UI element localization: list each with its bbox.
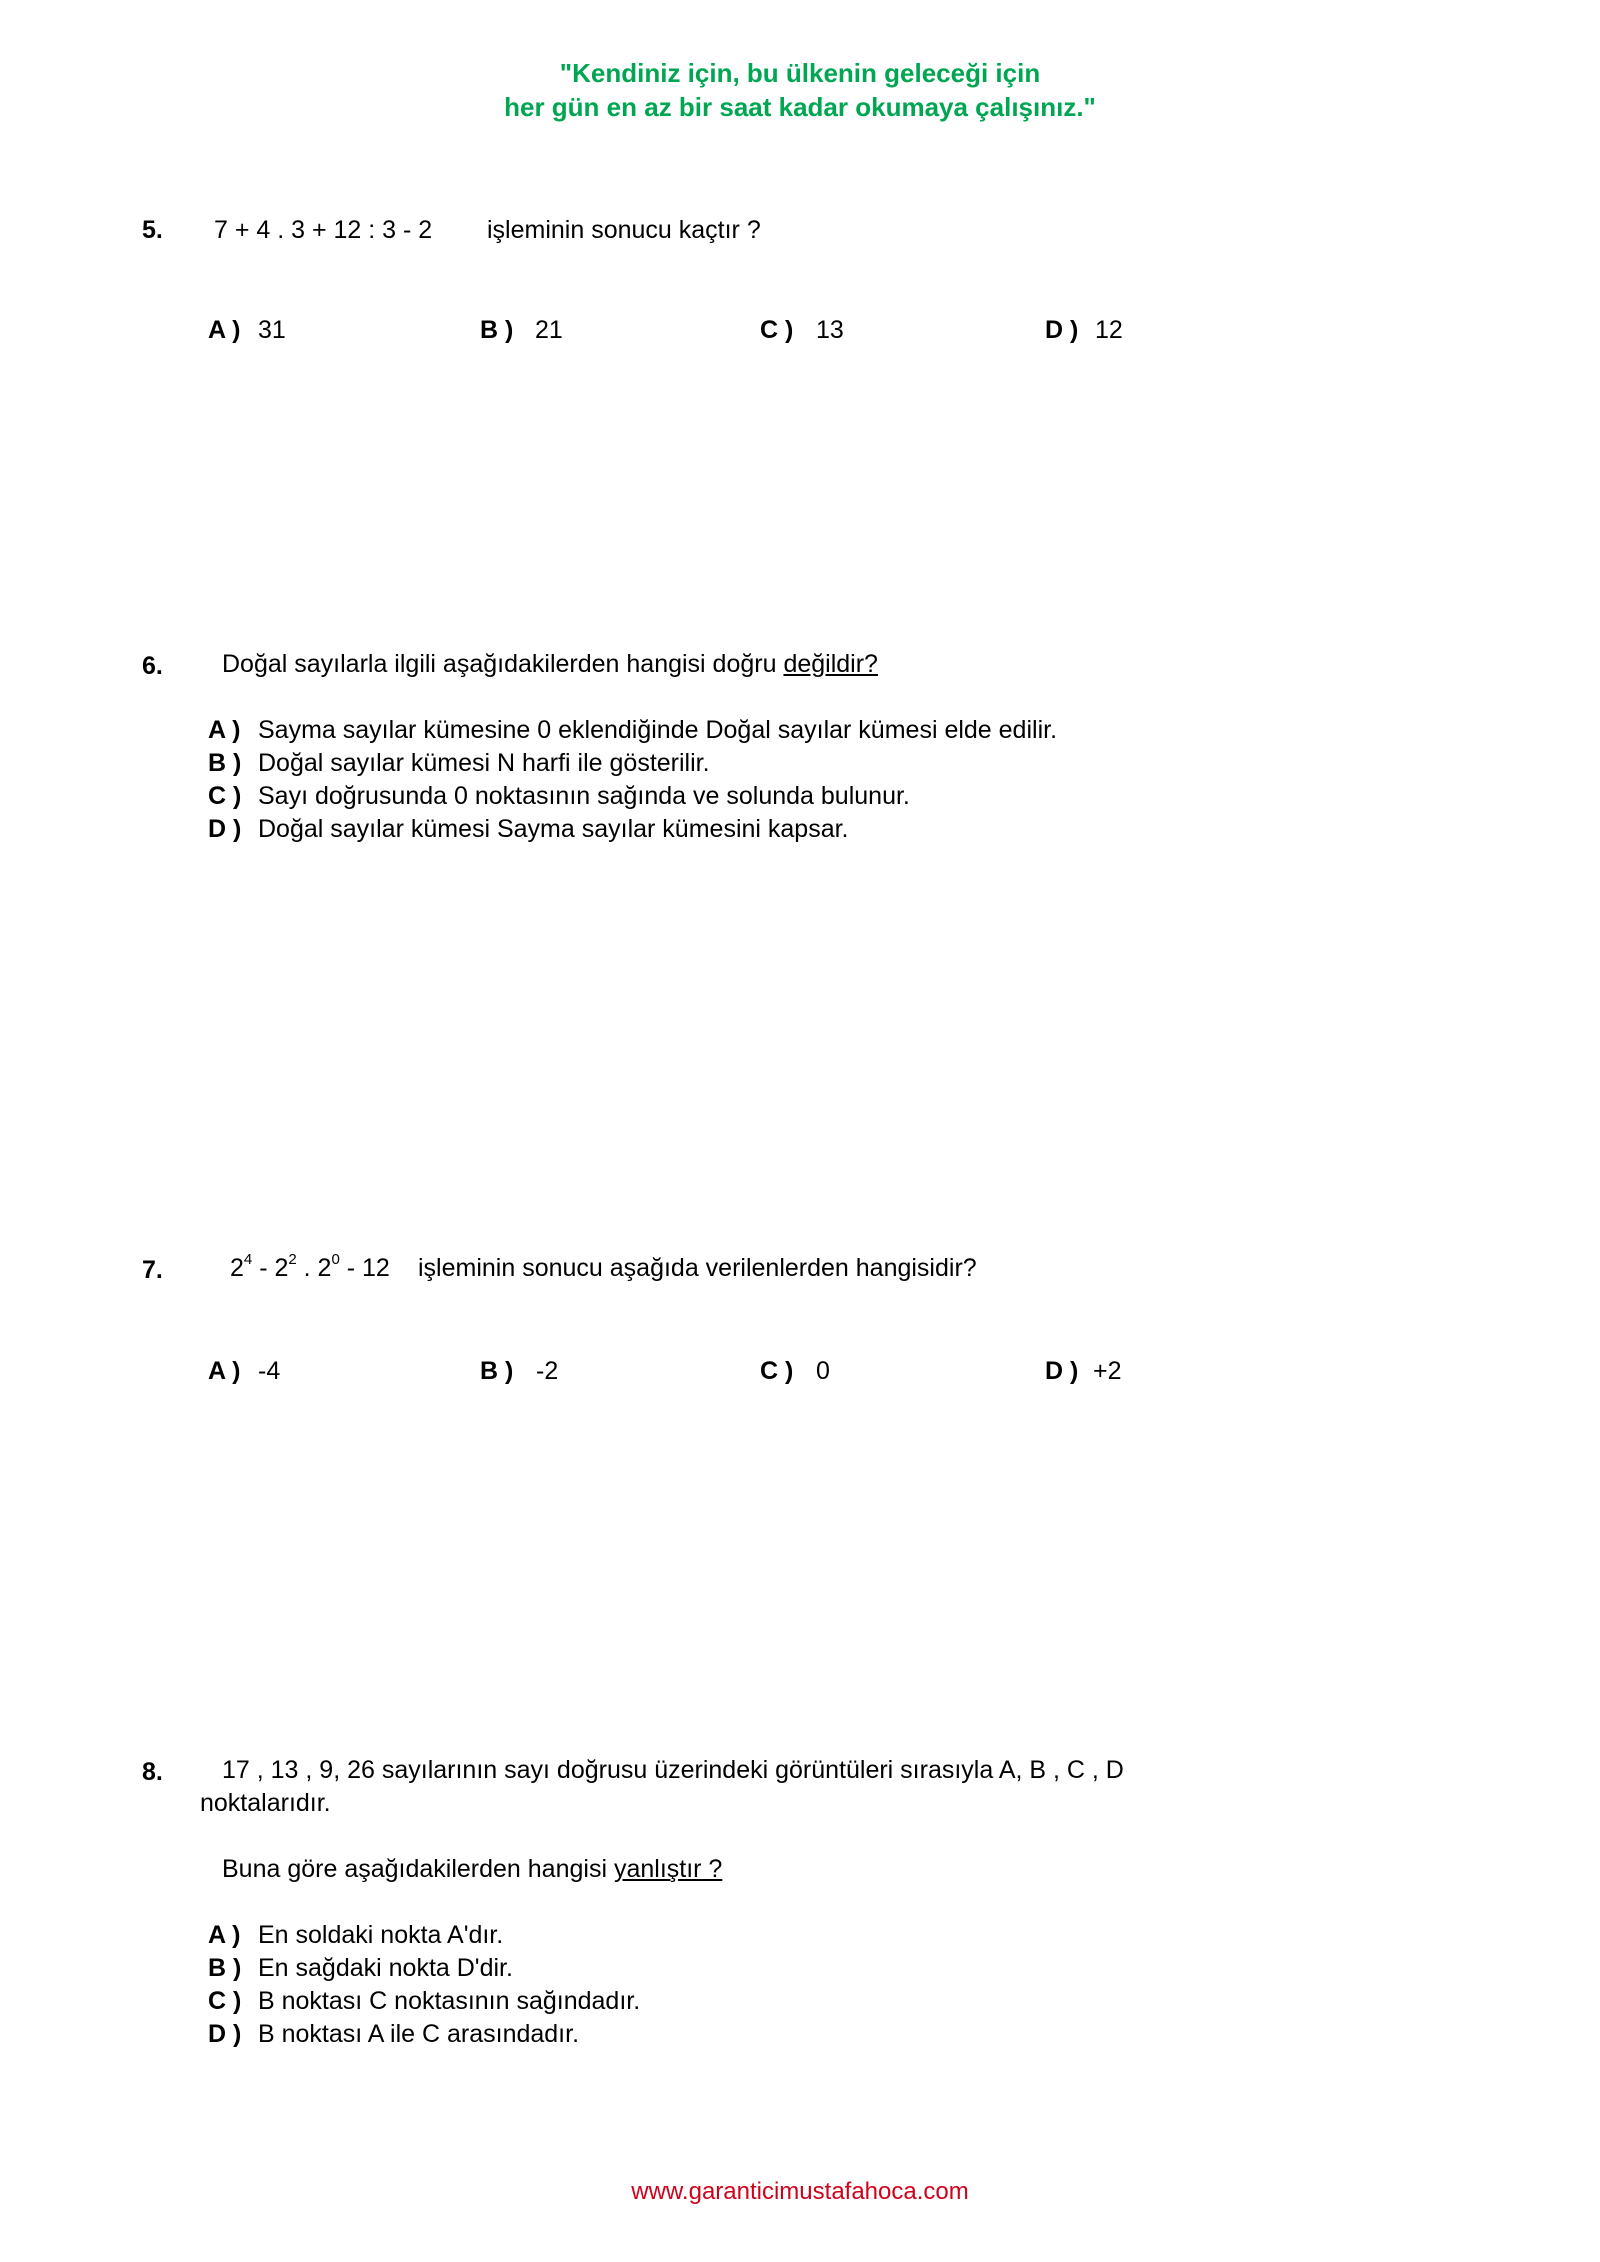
- option-a[interactable]: [208, 1357, 280, 1386]
- option-text: Sayma sayılar kümesine 0 eklendiğinde Doğal sayılar kümesi elde edilir.: [258, 716, 1058, 744]
- option-label: C ): [208, 782, 242, 810]
- option-text: En sağdaki nokta D'dir.: [258, 1954, 513, 1982]
- option-c[interactable]: [208, 782, 910, 811]
- expression-part: - 12: [339, 1254, 390, 1282]
- option-label: A ): [208, 1357, 241, 1385]
- option-d[interactable]: [208, 2020, 579, 2049]
- option-text: -4: [258, 1357, 281, 1385]
- question-expression: 7 + 4 . 3 + 12 : 3 - 2: [214, 216, 433, 244]
- option-label: A ): [208, 1921, 241, 1949]
- option-c[interactable]: [208, 1987, 640, 2016]
- option-label: B ): [480, 316, 514, 344]
- motto-line-1: "Kendiniz için, bu ülkenin geleceği için: [559, 58, 1041, 88]
- question-text: işleminin sonucu kaçtır ?: [487, 216, 761, 244]
- option-c[interactable]: [760, 316, 844, 345]
- expression-exponent: 2: [288, 1251, 297, 1268]
- question-number: 7.: [142, 1256, 163, 1284]
- option-text: B noktası A ile C arasındadır.: [258, 2020, 580, 2048]
- footer-url[interactable]: www.garanticimustafahoca.com: [631, 2178, 969, 2205]
- option-label: D ): [208, 815, 242, 843]
- option-text: Sayı doğrusunda 0 noktasının sağında ve solunda bulunur.: [258, 782, 910, 810]
- option-text: 12: [1095, 316, 1123, 344]
- option-label: D ): [1045, 316, 1079, 344]
- expression-part: . 2: [296, 1254, 332, 1282]
- option-label: C ): [760, 1357, 794, 1385]
- option-label: B ): [208, 1954, 242, 1982]
- option-b[interactable]: [480, 316, 563, 345]
- option-label: D ): [1045, 1357, 1079, 1385]
- option-text: 21: [535, 316, 563, 344]
- option-text: 31: [258, 316, 286, 344]
- question-text: [222, 650, 878, 679]
- option-d[interactable]: [208, 815, 849, 844]
- question-text-main: Doğal sayılarla ilgili aşağıdakilerden hangisi doğru: [222, 650, 784, 678]
- question-number: 8.: [142, 1758, 163, 1786]
- option-text: 13: [816, 316, 844, 344]
- option-label: A ): [208, 316, 241, 344]
- option-b[interactable]: [208, 749, 710, 778]
- option-text: Doğal sayılar kümesi N harfi ile gösterilir.: [258, 749, 710, 777]
- question-stem-line-2: noktalarıdır.: [200, 1789, 331, 1817]
- motto-line-2: her gün en az bir saat kadar okumaya çalışınız.": [504, 92, 1096, 122]
- option-d[interactable]: [1045, 1357, 1122, 1386]
- option-a[interactable]: [208, 316, 286, 345]
- question-text-underlined: değildir?: [783, 650, 878, 678]
- expression-exponent: 0: [331, 1251, 340, 1268]
- question-number: 6.: [142, 652, 163, 680]
- question-text-underlined: yanlıştır ?: [613, 1855, 723, 1883]
- option-text: +2: [1093, 1357, 1122, 1385]
- option-text: En soldaki nokta A'dır.: [258, 1921, 504, 1949]
- question-text: [222, 1855, 722, 1884]
- expression-exponent: 4: [243, 1251, 253, 1268]
- option-a[interactable]: [208, 1921, 503, 1950]
- question-text: işleminin sonucu aşağıda verilenlerden hangisidir?: [418, 1254, 977, 1282]
- option-d[interactable]: [1045, 316, 1123, 345]
- question-number: 5.: [142, 216, 163, 244]
- option-b[interactable]: [480, 1357, 558, 1386]
- option-label: B ): [480, 1357, 514, 1385]
- option-text: -2: [536, 1357, 559, 1385]
- option-label: D ): [208, 2020, 242, 2048]
- motto-header: [0, 56, 1600, 124]
- option-text: B noktası C noktasının sağındadır.: [258, 1987, 641, 2015]
- option-text: Doğal sayılar kümesi Sayma sayılar kümesini kapsar.: [258, 815, 849, 843]
- question-stem-line-1: 17 , 13 , 9, 26 sayılarının sayı doğrusu üzerindeki görüntüleri sırasıyla A, B , C , D: [222, 1756, 1124, 1784]
- option-b[interactable]: [208, 1954, 513, 1983]
- option-a[interactable]: [208, 716, 1057, 745]
- option-label: C ): [760, 316, 794, 344]
- option-label: A ): [208, 716, 241, 744]
- option-label: C ): [208, 1987, 242, 2015]
- option-text: 0: [816, 1357, 830, 1385]
- option-c[interactable]: [760, 1357, 830, 1386]
- option-label: B ): [208, 749, 242, 777]
- question-text-main: Buna göre aşağıdakilerden hangisi: [222, 1855, 614, 1883]
- expression-part: - 2: [252, 1254, 289, 1282]
- expression-base: 2: [230, 1254, 244, 1282]
- question-expression: [230, 1251, 390, 1283]
